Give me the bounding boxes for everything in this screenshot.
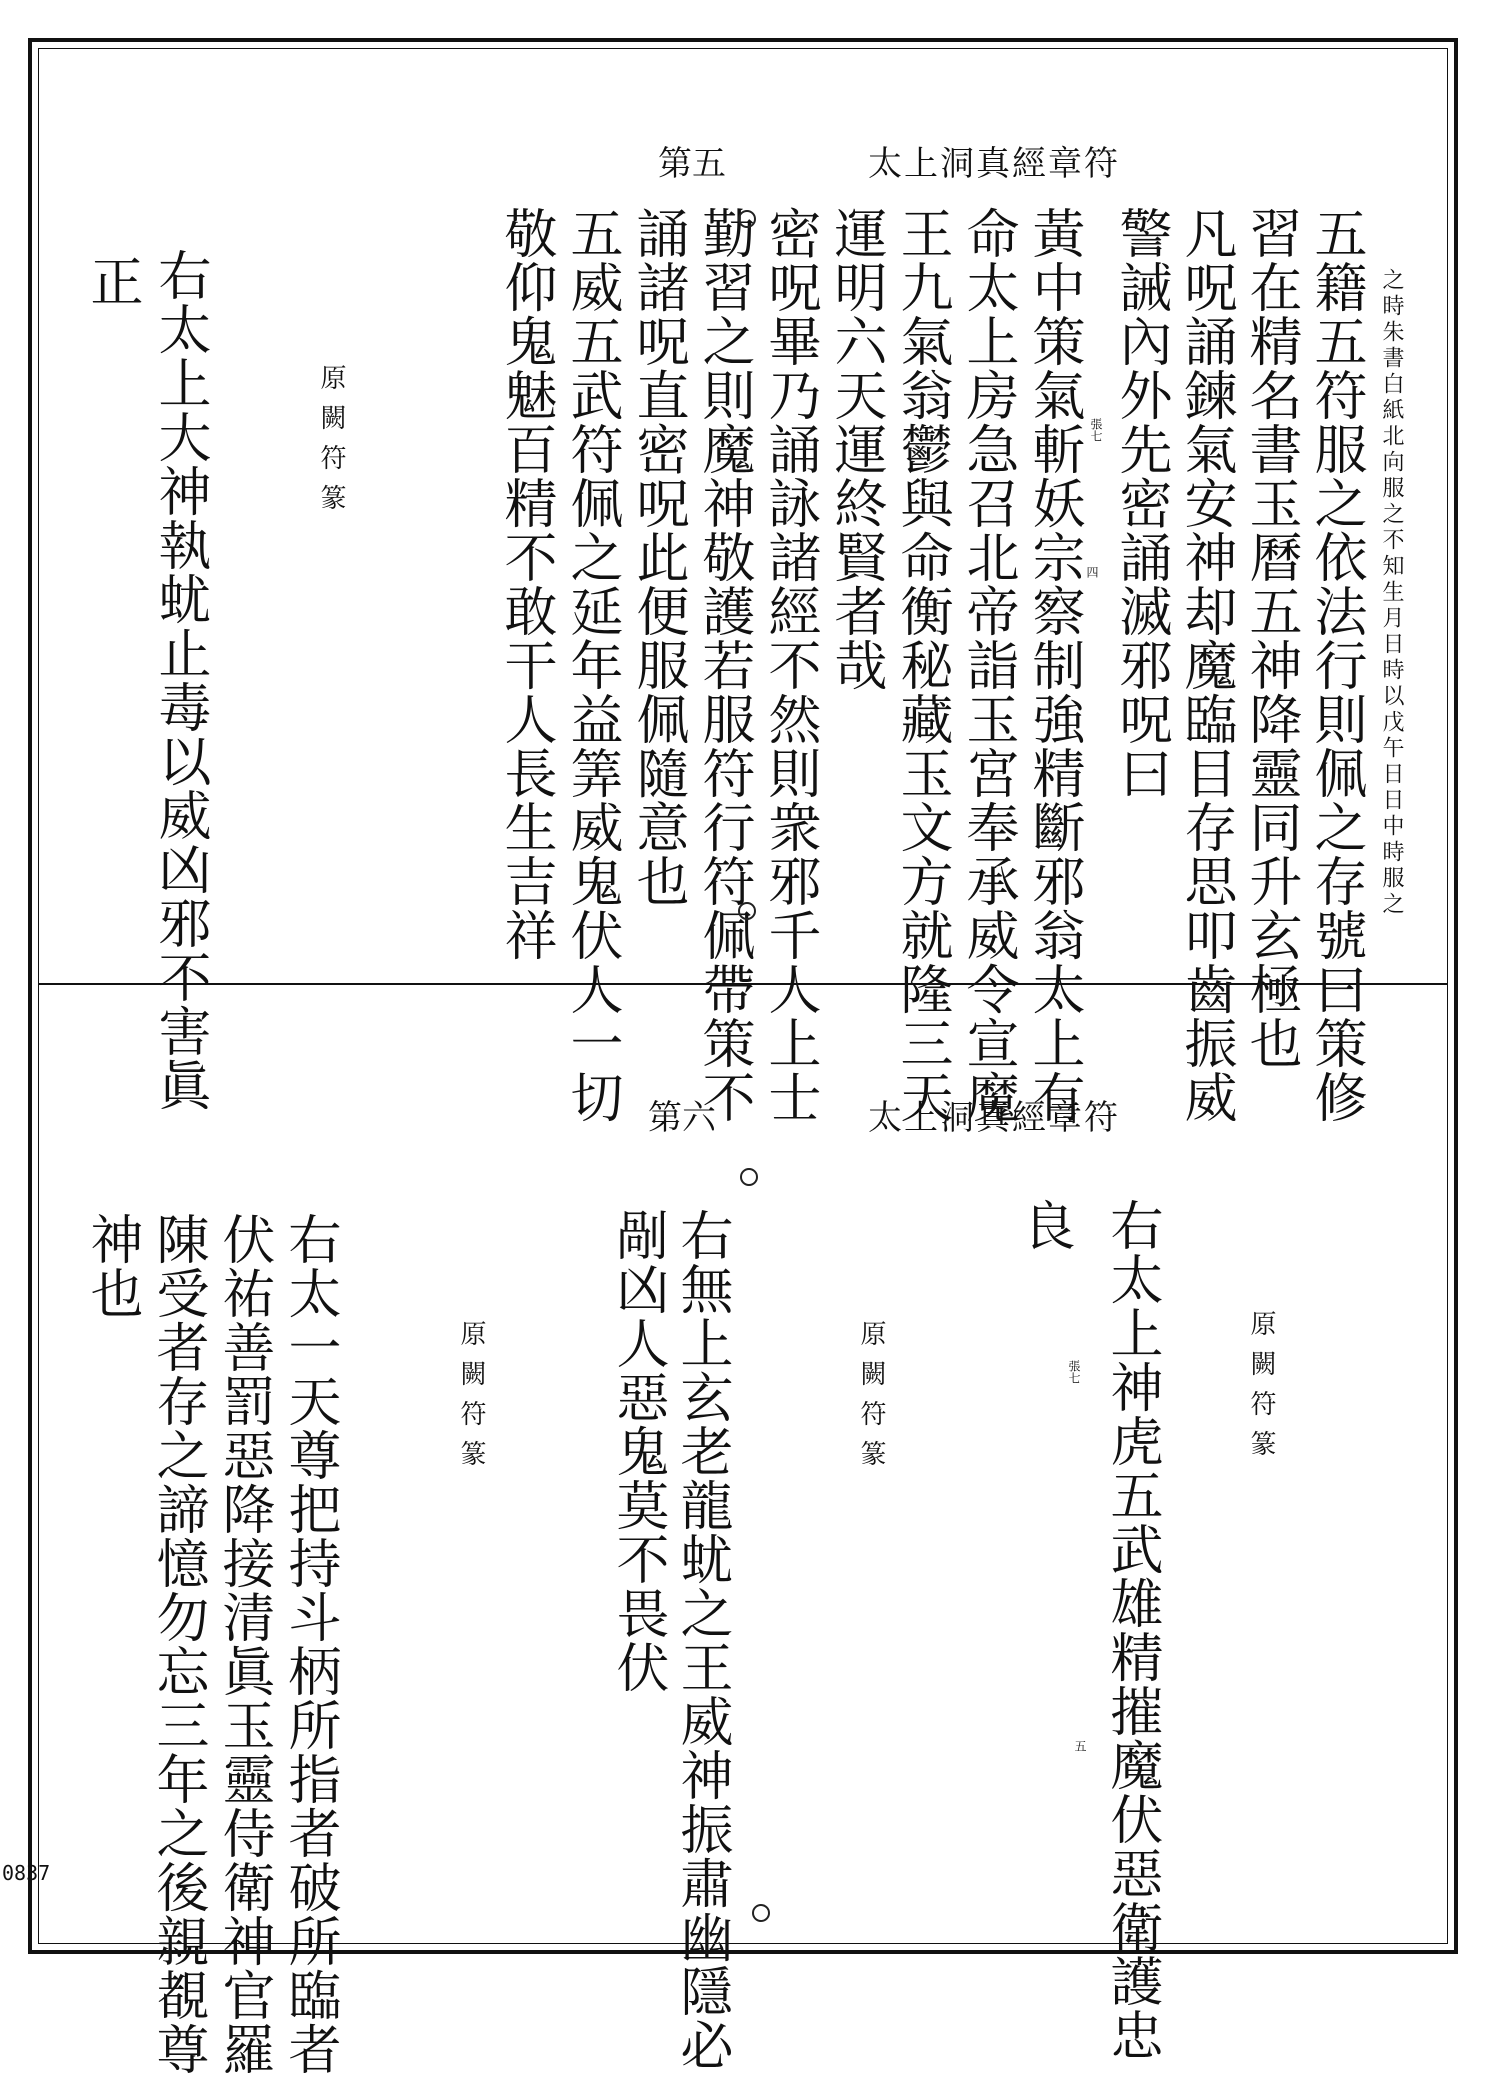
upper-circle-mark-2 <box>738 902 756 920</box>
lower-block1-caption: 右太上神虎五武雄精摧魔伏惡衛護忠 <box>1102 1198 1163 2062</box>
lower-block2-missing-note: 原闕符篆 <box>856 1320 886 1480</box>
upper-text-col-10: 勤習之則魔神敬護若服符行符佩帶策不 <box>694 206 755 1124</box>
upper-mark-zhang: 張七 <box>1089 418 1103 442</box>
lower-block1-caption-tail: 良 <box>1014 1198 1075 1252</box>
lower-running-title: 太上洞真經章符 <box>868 1098 1120 1138</box>
upper-text-col-11: 誦諸呪直密呪此便服佩隨意也 <box>628 206 689 908</box>
upper-text-col-12: 五威五武符佩之延年益筭威鬼伏人一切 <box>562 206 623 1124</box>
lower-mark-page: 五 <box>1073 1740 1087 1752</box>
upper-text-col-9: 密呪畢乃誦詠諸經不然則衆邪千人上士 <box>760 206 821 1124</box>
upper-caption: 右太上大神執蚘止毒以威凶邪不害眞 <box>150 248 211 1112</box>
upper-text-col-3: 凡呪誦鍊氣安神却魔臨目存思叩齒振威 <box>1176 206 1237 1124</box>
upper-text-col-13: 敬仰鬼魅百精不敢干人長生吉祥 <box>496 206 557 962</box>
upper-section-number: 第五 <box>658 144 726 184</box>
upper-text-col-1: 五籍五符服之依法行則佩之存號曰策修 <box>1306 206 1367 1124</box>
upper-text-col-7: 王九氣翁鬱與命衡秘藏玉文方就隆三天 <box>892 206 953 1124</box>
lower-block1-missing-note: 原闕符篆 <box>1246 1310 1276 1470</box>
lower-block3-caption: 右太一天尊把持斗柄所指者破所臨者 <box>280 1212 341 2076</box>
page-number: 0837 <box>2 1861 51 1885</box>
upper-running-title: 太上洞真經章符 <box>868 144 1120 184</box>
upper-text-col-5: 黃中策氣斬妖宗察制強精斷邪翁太上有 <box>1024 206 1085 1124</box>
upper-text-col-8: 運明六天運終賢者哉 <box>826 206 887 692</box>
upper-text-col-6: 命太上房急召北帝詣玉宮奉承威令宣魔 <box>958 206 1019 1124</box>
lower-block3-caption-col2: 伏祐善罰惡降接清眞玉靈侍衛神官羅 <box>214 1212 275 2076</box>
upper-annotation: 之時朱書白紙北向服之不知生月日時以戊午日日中時服之 <box>1379 268 1404 918</box>
lower-block2-caption: 右無上玄老龍蚘之王威神振肅幽隱必 <box>672 1208 733 2072</box>
lower-block3-missing-note: 原闕符篆 <box>456 1320 486 1480</box>
lower-mark-zhang: 張七 <box>1067 1360 1081 1384</box>
lower-circle-mark-2 <box>752 1904 770 1922</box>
upper-text-col-2: 習在精名書玉曆五神降靈同升玄極也 <box>1241 206 1302 1070</box>
upper-text-col-4: 警誡內外先密誦滅邪呪曰 <box>1111 206 1172 800</box>
upper-caption-tail: 正 <box>82 254 143 308</box>
upper-mark-page: 四 <box>1085 566 1099 578</box>
upper-missing-note: 原闕符篆 <box>316 364 346 524</box>
upper-circle-mark-1 <box>738 210 756 228</box>
lower-block2-caption-tail: 剮凶人惡鬼莫不畏伏 <box>608 1208 669 1694</box>
lower-block3-caption-tail: 神也 <box>82 1212 143 1320</box>
lower-block3-caption-col3: 陳受者存之諦憶勿忘三年之後親覩尊 <box>148 1212 209 2076</box>
lower-section-number: 第六 <box>648 1098 716 1138</box>
lower-circle-mark-1 <box>740 1168 758 1186</box>
